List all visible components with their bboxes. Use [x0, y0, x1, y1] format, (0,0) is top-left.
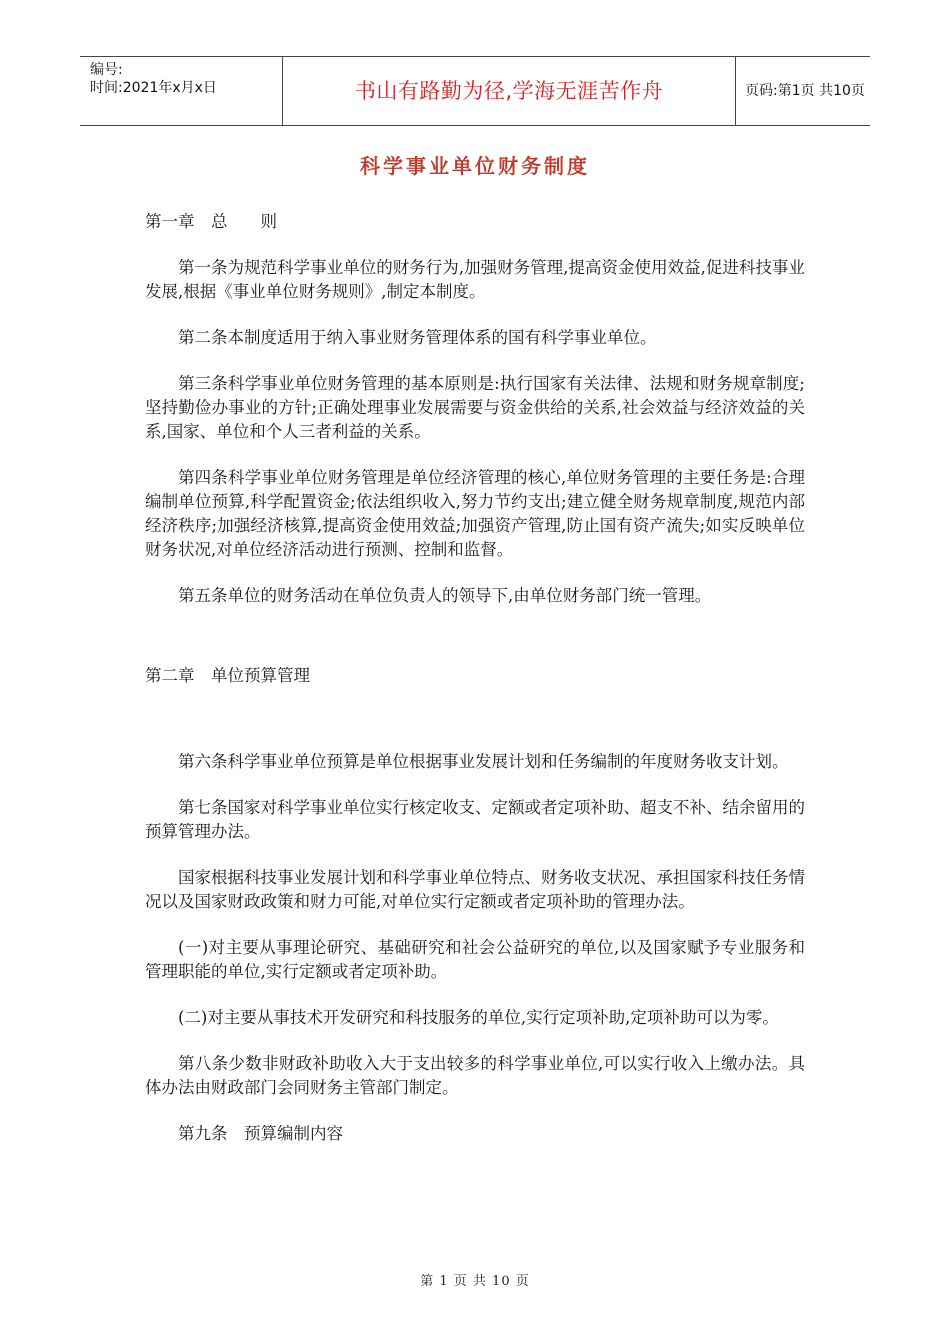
article-paragraph: 第一条为规范科学事业单位的财务行为,加强财务管理,提高资金使用效益,促进科技事业发展,根据《事业单位财务规则》,制定本制度。: [145, 258, 805, 301]
article-paragraph: 第九条 预算编制内容: [178, 1124, 343, 1143]
motto-text: 书山有路勤为径,学海无涯苦作舟: [354, 79, 664, 103]
article-paragraph: 第七条国家对科学事业单位实行核定收支、定额或者定项补助、超支不补、结余留用的预算管理办法。: [145, 798, 805, 841]
article-paragraph: 第三条科学事业单位财务管理的基本原则是:执行国家有关法律、法规和财务规章制度;坚持勤俭办事业的方针;正确处理事业发展需要与资金供给的关系,社会效益与经济效益的关系,国家、单位和个人三者利益的关系。: [145, 374, 805, 441]
article-paragraph: 第五条单位的财务活动在单位负责人的领导下,由单位财务部门统一管理。: [178, 586, 712, 605]
article-paragraph: (一)对主要从事理论研究、基础研究和社会公益研究的单位,以及国家赋予专业服务和管理职能的单位,实行定额或者定项补助。: [145, 938, 805, 981]
date-label: 时间:2021年x月x日: [90, 80, 217, 96]
article-paragraph: 第八条少数非财政补助收入大于支出较多的科学事业单位,可以实行收入上缴办法。具体办法由财政部门会同财务主管部门制定。: [145, 1054, 805, 1097]
document-title: 科学事业单位财务制度: [360, 154, 590, 178]
article-paragraph: 第六条科学事业单位预算是单位根据事业发展计划和任务编制的年度财务收支计划。: [178, 752, 789, 771]
document-body: [145, 210, 805, 1146]
header-motto-cell: [282, 57, 736, 125]
page-header: [80, 56, 870, 126]
article-paragraph: 第二条本制度适用于纳入事业财务管理体系的国有科学事业单位。: [178, 328, 657, 347]
article-paragraph: (二)对主要从事技术开发研究和科技服务的单位,实行定项补助,定项补助可以为零。: [178, 1008, 779, 1027]
page-footer: 第 1 页 共 10 页: [420, 1274, 530, 1289]
page-number-label: 页码:第1页 共10页: [745, 83, 865, 99]
article-paragraph: 国家根据科技事业发展计划和科学事业单位特点、财务收支状况、承担国家科技任务情况以及国家财政政策和财力可能,对单位实行定额或者定项补助的管理办法。: [145, 868, 805, 911]
serial-number-label: 编号:: [90, 62, 123, 78]
chapter-heading: 第一章 总 则: [145, 212, 277, 231]
header-meta: [80, 57, 282, 125]
article-paragraph: 第四条科学事业单位财务管理是单位经济管理的核心,单位财务管理的主要任务是:合理编制单位预算,科学配置资金;依法组织收入,努力节约支出;建立健全财务规章制度,规范内部经济秩序;加强经济核算,提高资金使用效益;加强资产管理,防止国有资产流失;如实反映单位财务状况,对单位经济活动进行预测、控制和监督。: [145, 468, 805, 559]
chapter-heading: 第二章 单位预算管理: [145, 666, 310, 685]
header-page-cell: [735, 57, 870, 125]
